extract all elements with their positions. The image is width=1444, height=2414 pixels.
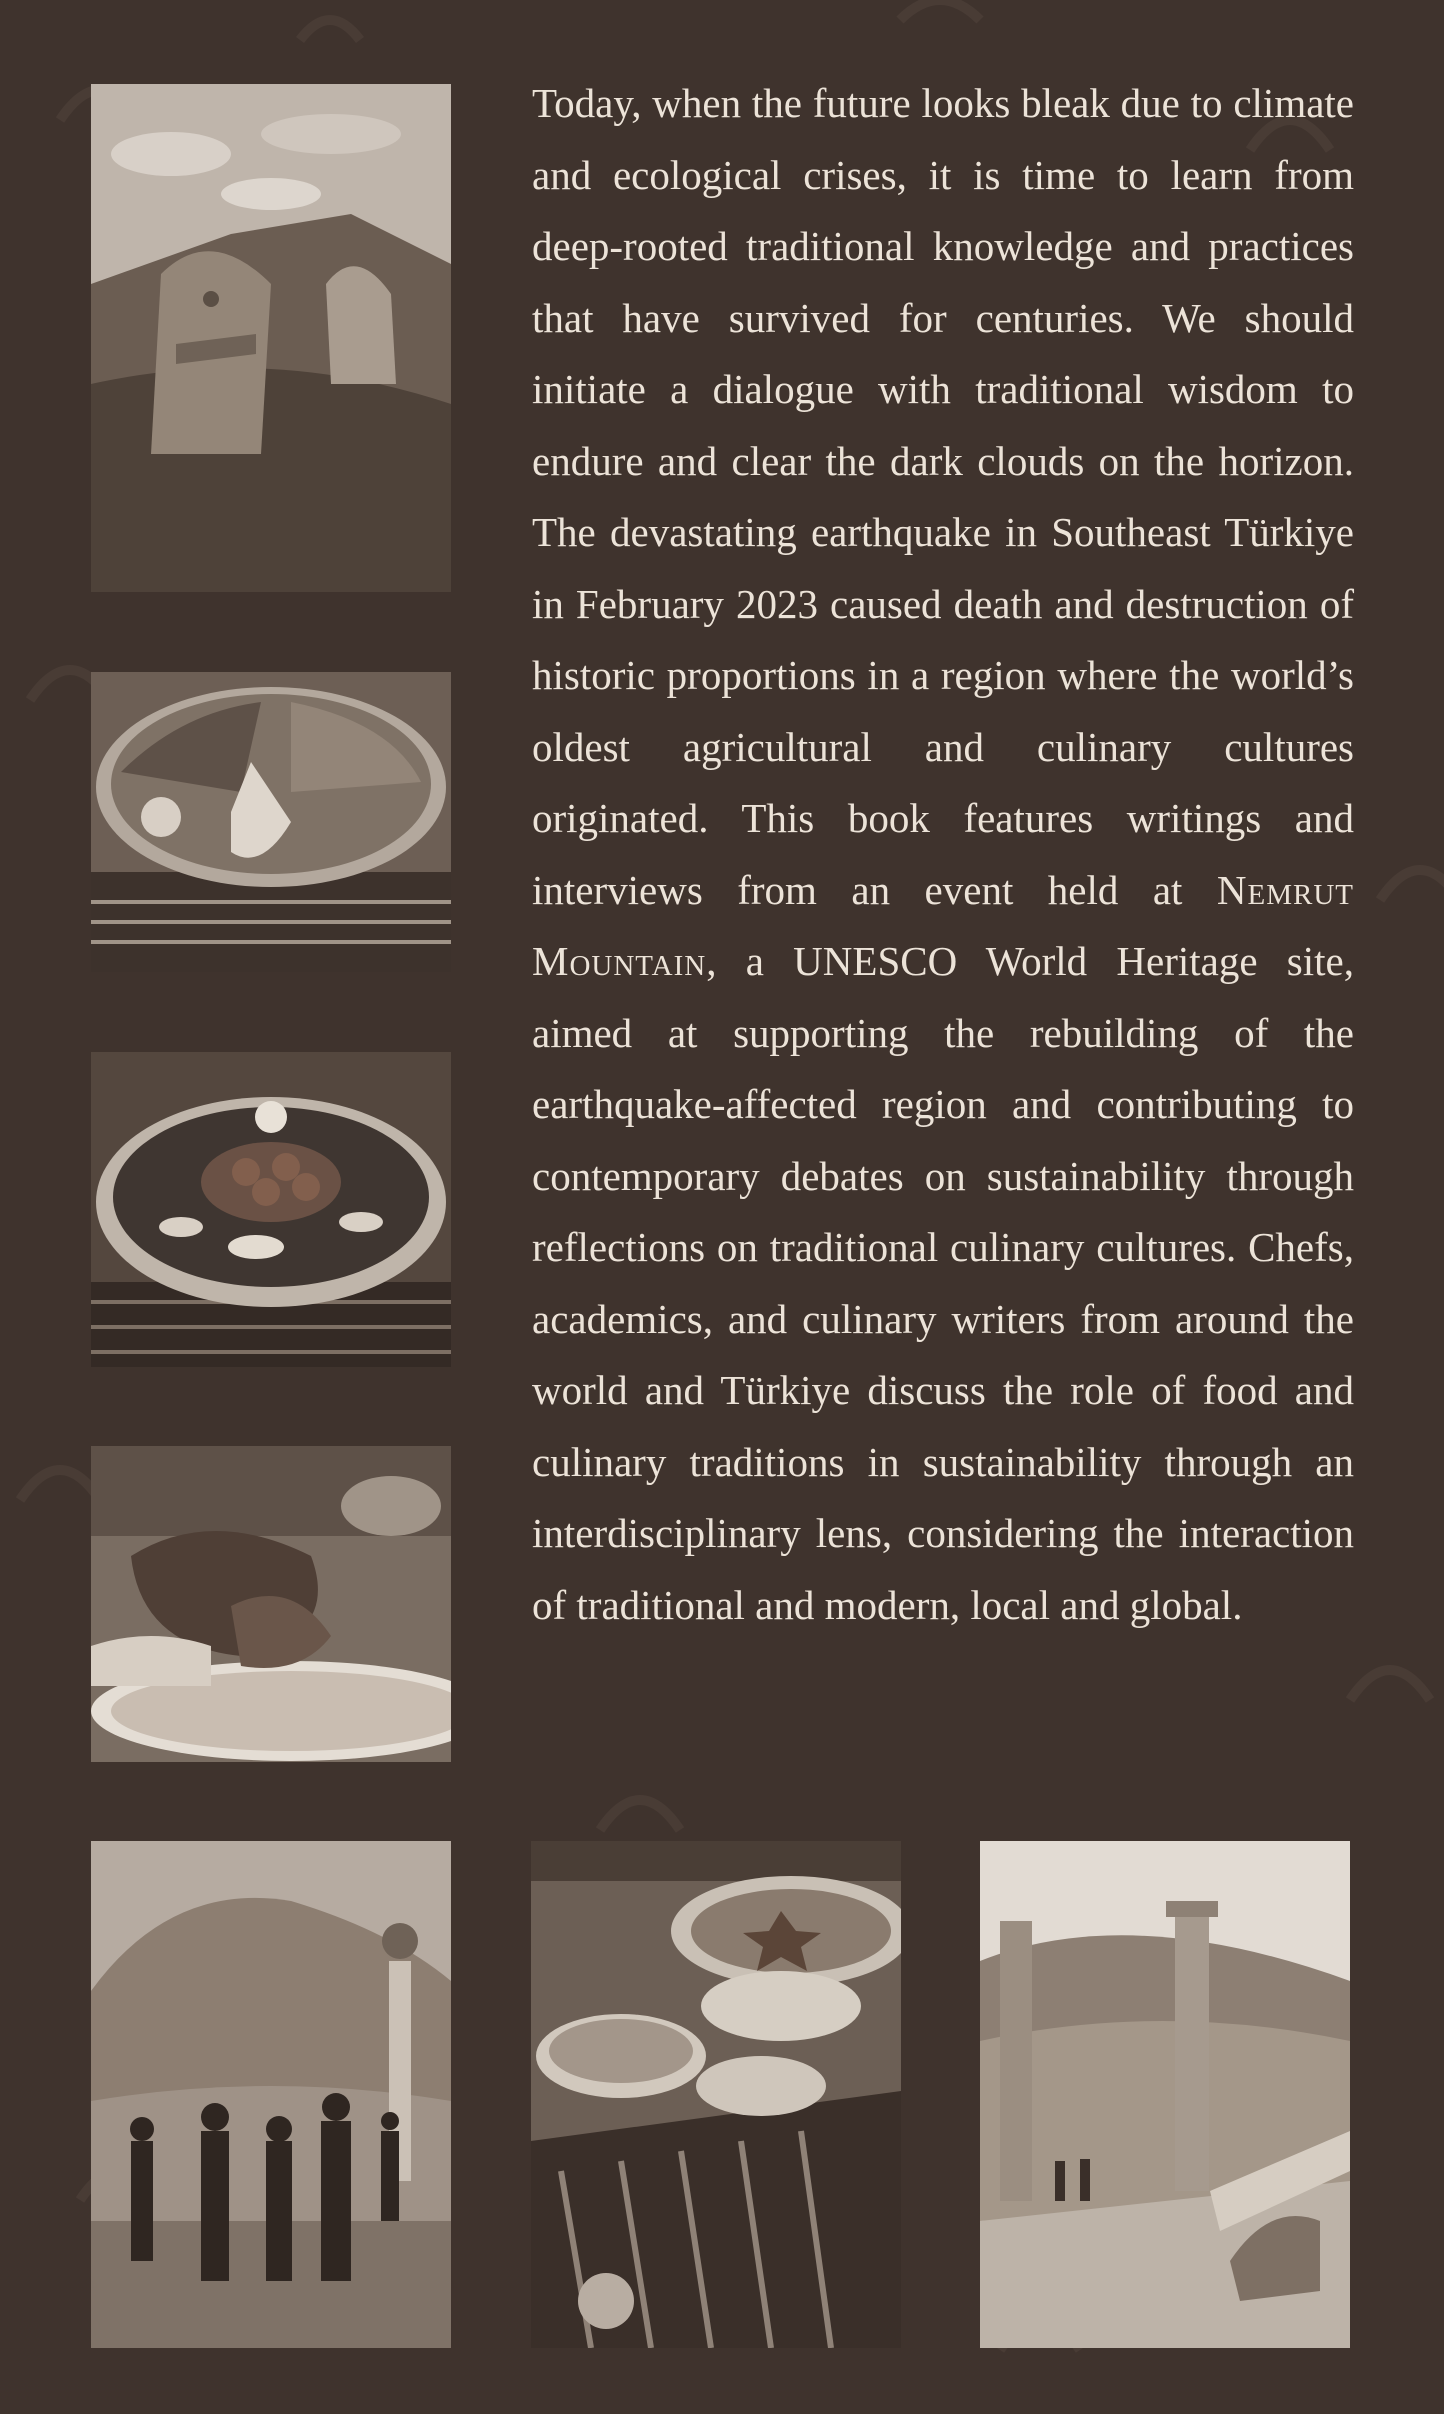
photo-roman-bridge-columns xyxy=(980,1841,1350,2348)
photo-nemrut-statue-heads xyxy=(91,84,451,592)
photo-platter-dried-vegetables xyxy=(91,672,451,972)
intro-text-part-2: , a UNESCO World Heritage site, aimed at supporting the rebuilding of the earthquake-affected region and contributing to contemporary debates on sustainability through reflections on traditional culinary cultures. Chefs, academics, and culinary writers from around the world and Türkiye discuss the role of food and culinary traditions in sustainability through an interdisciplinary lens, considering the interaction of traditional and modern, local and global. xyxy=(532,938,1354,1628)
intro-paragraph xyxy=(532,68,1354,1641)
photo-platter-stuffed-vegetables xyxy=(91,1052,451,1367)
photo-walking-group xyxy=(91,1841,451,2348)
photo-meat-dish xyxy=(91,1446,451,1762)
photo-buffet-table xyxy=(531,1841,901,2348)
intro-text-part-1: Today, when the future looks bleak due to climate and ecological crises, it is time to learn from deep-rooted traditional knowledge and practices that have survived for centuries. We should initiate a dialogue with traditional wisdom to endure and clear the dark clouds on the horizon. The devastating earthquake in Southeast Türkiye in February 2023 caused death and destruction of historic proportions in a region where the world’s oldest agricultural and culinary cultures originated. This book features writings and interviews from an event held at xyxy=(532,80,1354,913)
place-name-small-caps: Nemrut Mountain xyxy=(532,866,1354,984)
